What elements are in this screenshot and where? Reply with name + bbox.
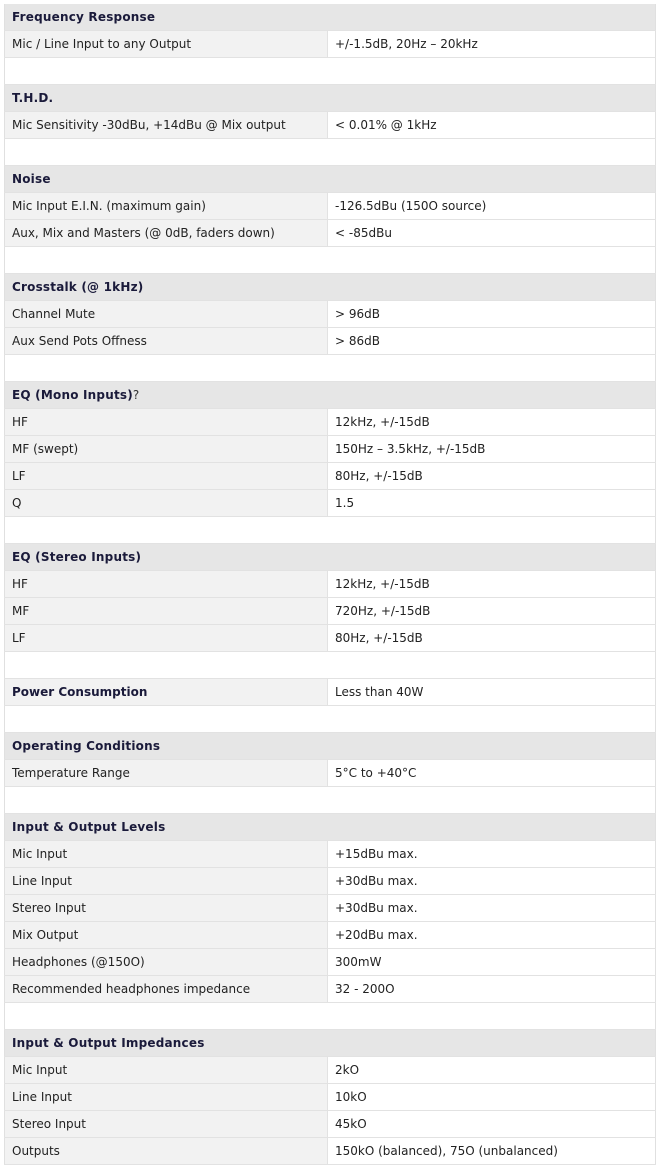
section-spacer: [5, 355, 656, 382]
spec-label: Q: [5, 490, 328, 517]
spec-row: [5, 949, 656, 976]
section-title: Crosstalk (@ 1kHz): [5, 274, 656, 301]
spec-row: [5, 328, 656, 355]
spec-value: 10kO: [328, 1084, 656, 1111]
spacer-cell: [5, 355, 656, 382]
spacer-cell: [5, 787, 656, 814]
section-header-operating-conditions: [5, 733, 656, 760]
spec-row: [5, 976, 656, 1003]
section-header-power-consumption: [5, 679, 656, 706]
spacer-cell: [5, 139, 656, 166]
spacer-cell: [5, 517, 656, 544]
spec-value: 2kO: [328, 1057, 656, 1084]
spec-row: [5, 1057, 656, 1084]
spec-value: > 86dB: [328, 328, 656, 355]
spec-value: 300mW: [328, 949, 656, 976]
spec-value: 32 - 200O: [328, 976, 656, 1003]
spec-row: [5, 1138, 656, 1165]
spec-row: [5, 409, 656, 436]
spec-label: Mic / Line Input to any Output: [5, 31, 328, 58]
spec-row: [5, 1084, 656, 1111]
spec-row: [5, 220, 656, 247]
section-title: EQ (Mono Inputs): [12, 388, 133, 402]
section-title-cell: [5, 382, 656, 409]
spec-row: [5, 490, 656, 517]
section-spacer: [5, 706, 656, 733]
spacer-cell: [5, 58, 656, 85]
spec-row: [5, 598, 656, 625]
section-header-eq-mono: [5, 382, 656, 409]
spec-value: 45kO: [328, 1111, 656, 1138]
spec-row: [5, 922, 656, 949]
section-title: Power Consumption: [5, 679, 328, 706]
section-title: Operating Conditions: [5, 733, 656, 760]
spec-label: Aux, Mix and Masters (@ 0dB, faders down): [5, 220, 328, 247]
spec-row: [5, 841, 656, 868]
section-header-frequency-response: [5, 4, 656, 31]
spec-value: 5°C to +40°C: [328, 760, 656, 787]
spec-row: [5, 436, 656, 463]
section-spacer: [5, 1003, 656, 1030]
spec-value: +15dBu max.: [328, 841, 656, 868]
spec-row: [5, 1111, 656, 1138]
spec-value: < 0.01% @ 1kHz: [328, 112, 656, 139]
section-title: T.H.D.: [5, 85, 656, 112]
spec-label: Mic Input: [5, 841, 328, 868]
section-title: EQ (Stereo Inputs): [5, 544, 656, 571]
specifications-table: [4, 4, 656, 1165]
spec-value: 80Hz, +/-15dB: [328, 463, 656, 490]
spec-label: Mix Output: [5, 922, 328, 949]
spec-label: Stereo Input: [5, 1111, 328, 1138]
spec-label: MF (swept): [5, 436, 328, 463]
section-title: Input & Output Impedances: [5, 1030, 656, 1057]
spec-value: 12kHz, +/-15dB: [328, 571, 656, 598]
spec-label: Headphones (@150O): [5, 949, 328, 976]
spec-value: > 96dB: [328, 301, 656, 328]
section-header-io-levels: [5, 814, 656, 841]
section-spacer: [5, 652, 656, 679]
spacer-cell: [5, 247, 656, 274]
section-title: Noise: [5, 166, 656, 193]
spec-value: 80Hz, +/-15dB: [328, 625, 656, 652]
spec-value: -126.5dBu (150O source): [328, 193, 656, 220]
spec-value: 12kHz, +/-15dB: [328, 409, 656, 436]
spec-row: [5, 868, 656, 895]
spec-value: 150Hz – 3.5kHz, +/-15dB: [328, 436, 656, 463]
section-spacer: [5, 517, 656, 544]
spec-value: 150kO (balanced), 75O (unbalanced): [328, 1138, 656, 1165]
spec-row: [5, 31, 656, 58]
spec-value: +20dBu max.: [328, 922, 656, 949]
section-header-io-impedances: [5, 1030, 656, 1057]
section-header-crosstalk: [5, 274, 656, 301]
spec-row: [5, 301, 656, 328]
spec-label: MF: [5, 598, 328, 625]
spec-label: Mic Sensitivity -30dBu, +14dBu @ Mix output: [5, 112, 328, 139]
spec-label: Recommended headphones impedance: [5, 976, 328, 1003]
section-title: Frequency Response: [5, 4, 656, 31]
spec-label: Line Input: [5, 1084, 328, 1111]
spec-row: [5, 625, 656, 652]
spec-label: Stereo Input: [5, 895, 328, 922]
spec-value: < -85dBu: [328, 220, 656, 247]
spacer-cell: [5, 1003, 656, 1030]
spec-row: [5, 193, 656, 220]
spec-label: Aux Send Pots Offness: [5, 328, 328, 355]
spec-label: Temperature Range: [5, 760, 328, 787]
section-title: Input & Output Levels: [5, 814, 656, 841]
section-spacer: [5, 247, 656, 274]
section-spacer: [5, 58, 656, 85]
spec-label: Line Input: [5, 868, 328, 895]
section-header-thd: [5, 85, 656, 112]
section-spacer: [5, 139, 656, 166]
spec-label: LF: [5, 625, 328, 652]
spec-value: Less than 40W: [328, 679, 656, 706]
spec-label: Outputs: [5, 1138, 328, 1165]
spec-row: [5, 463, 656, 490]
spec-value: +30dBu max.: [328, 868, 656, 895]
spec-row: [5, 760, 656, 787]
spec-value: +/-1.5dB, 20Hz – 20kHz: [328, 31, 656, 58]
spec-label: Channel Mute: [5, 301, 328, 328]
section-header-noise: [5, 166, 656, 193]
spec-label: LF: [5, 463, 328, 490]
section-header-eq-stereo: [5, 544, 656, 571]
section-spacer: [5, 787, 656, 814]
spec-label: HF: [5, 571, 328, 598]
spec-value: 1.5: [328, 490, 656, 517]
spacer-cell: [5, 652, 656, 679]
spec-label: Mic Input E.I.N. (maximum gain): [5, 193, 328, 220]
title-suffix: ?: [132, 388, 140, 402]
spacer-cell: [5, 706, 656, 733]
spec-label: HF: [5, 409, 328, 436]
spec-value: +30dBu max.: [328, 895, 656, 922]
spec-label: Mic Input: [5, 1057, 328, 1084]
spec-row: [5, 895, 656, 922]
spec-row: [5, 571, 656, 598]
spec-value: 720Hz, +/-15dB: [328, 598, 656, 625]
spec-row: [5, 112, 656, 139]
